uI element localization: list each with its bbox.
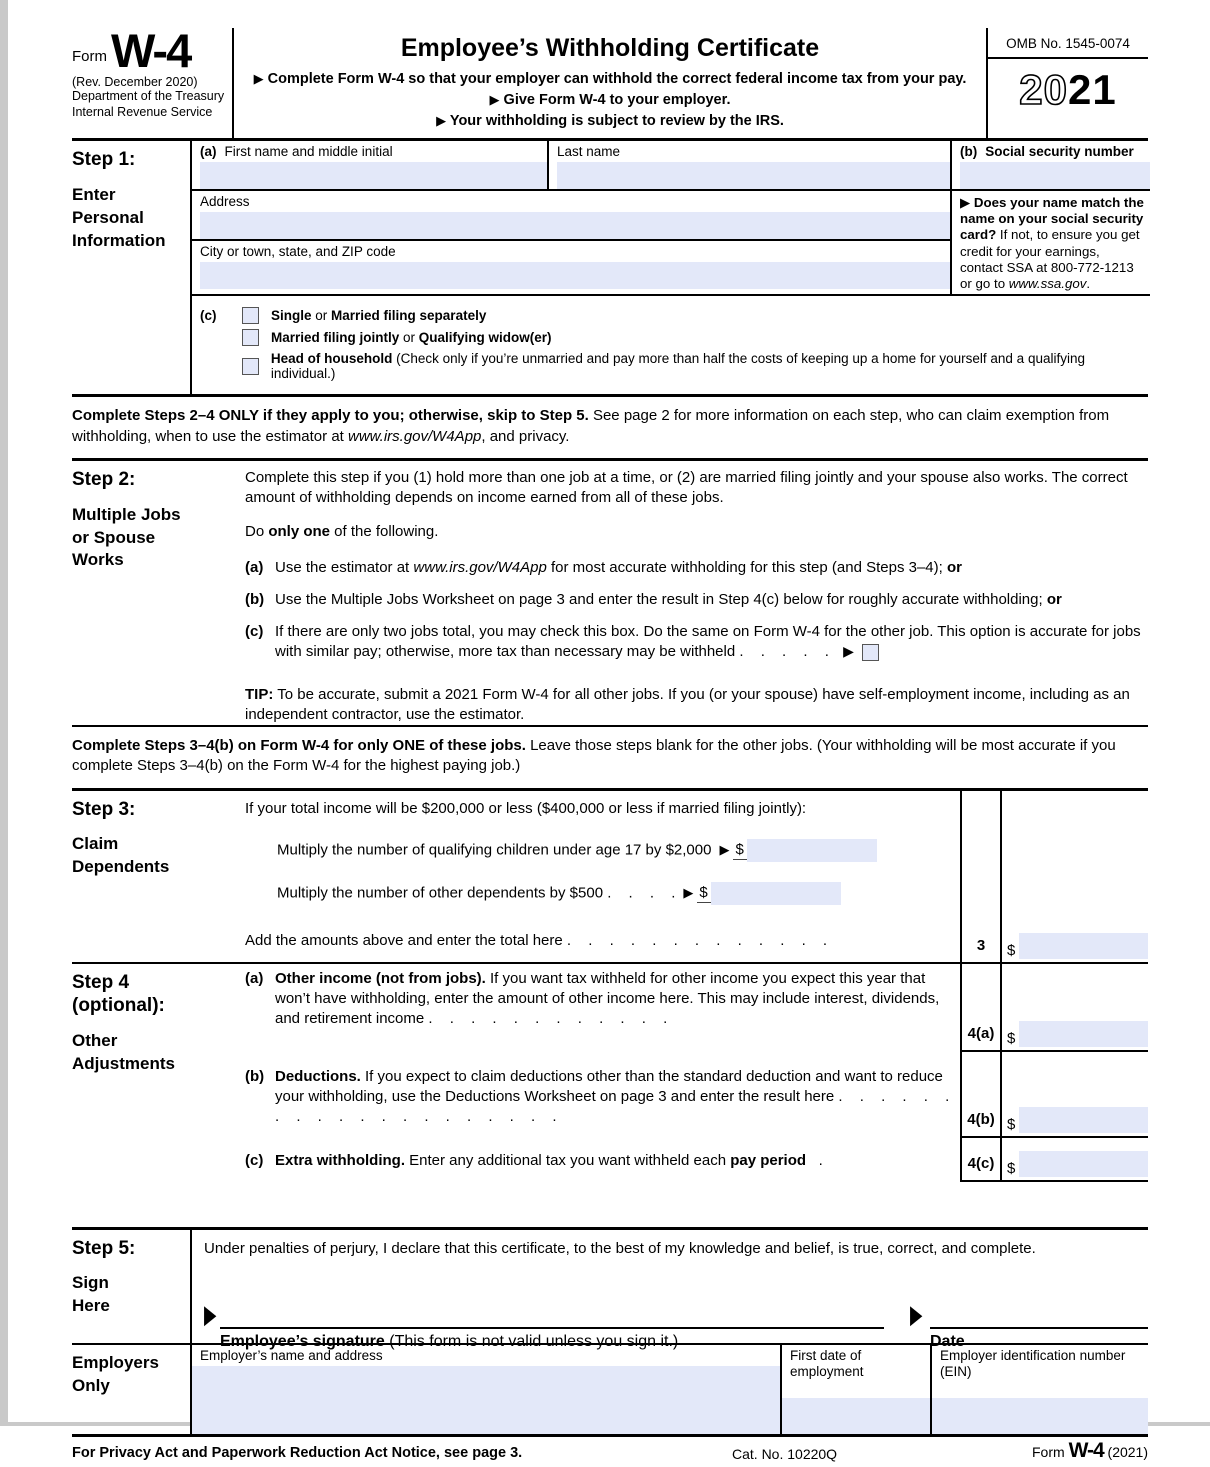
step2-option-c: [245, 622, 1148, 663]
step2-subtitle: Multiple Jobs or Spouse Works: [72, 504, 181, 570]
step5-title: Step 5:: [72, 1237, 136, 1259]
filing-status-row-single: [200, 307, 1150, 324]
option-text: [275, 558, 1148, 578]
dot-leader: . . . .: [607, 884, 676, 902]
step2-paragraph: Complete this step if you (1) hold more than one job at a time, or (2) are married filing jointly and your spouse also works. The correct amount of withholding depends on income earned from all of these jobs.: [245, 468, 1128, 507]
form-title: Employee’s Withholding Certificate: [400, 34, 820, 62]
amount-cell: [1002, 933, 1148, 962]
first-date-input[interactable]: [782, 1398, 930, 1434]
c-tag: (c): [200, 308, 217, 324]
text-bold: or: [946, 558, 962, 576]
qualifying-children-amount-input[interactable]: [747, 839, 877, 862]
arrow-icon: ▶: [253, 71, 264, 86]
head-of-household-label: [271, 351, 1150, 381]
two-jobs-checkbox[interactable]: [862, 644, 879, 661]
step2-label-col: [72, 461, 245, 725]
text-bold: or: [1046, 590, 1062, 608]
deductions-input[interactable]: [1019, 1107, 1148, 1133]
form-footer-id: [1032, 1439, 1148, 1463]
header-instruction-3: [244, 111, 976, 132]
city-label: City or town, state, and ZIP code: [200, 244, 396, 260]
arrow-icon: ▶: [910, 1298, 923, 1329]
step1-section: [72, 141, 1148, 397]
omb-year-block: [988, 28, 1148, 138]
arrow-icon: ▶: [436, 113, 447, 129]
step3-amount-col: [1002, 791, 1148, 962]
option-text: [275, 1067, 960, 1138]
form-number: W-4: [1068, 1438, 1104, 1462]
dollar-sign: $: [1007, 1115, 1016, 1133]
instruction-bold: Complete Steps 2–4 ONLY if they apply to you; otherwise, skip to Step 5.: [72, 407, 589, 425]
money-field: [697, 884, 840, 903]
step4a-amount-row: [960, 964, 1148, 1052]
tax-year: [988, 67, 1148, 113]
step2-do-only-one: [245, 522, 1148, 542]
spacer: [72, 1182, 1148, 1227]
extra-withholding-input[interactable]: [1019, 1151, 1148, 1177]
steps34-instruction: [72, 727, 1148, 791]
ssn-cell: [950, 141, 1150, 189]
text: Multiply the number of other dependents by $500: [277, 884, 604, 902]
step4b-row: [245, 1052, 960, 1138]
tip-text: To be accurate, submit a 2021 Form W-4 for all other jobs. If you (or your spouse) have self-employment income, including as an independent contractor, use the estimator.: [245, 685, 1130, 723]
text: for most accurate withholding for this step (and Steps 3–4);: [546, 558, 947, 576]
label-tag: (a): [200, 144, 217, 160]
step2-option-a: [245, 558, 1148, 578]
revision-date: (Rev. December 2020): [72, 75, 198, 90]
dot-leader: . . . . . . . . . . . . . . . . . . . .: [275, 1087, 950, 1126]
married-jointly-checkbox[interactable]: [242, 329, 259, 346]
amount-cell: [1002, 1052, 1148, 1136]
ein-label: Employer identification number (EIN): [940, 1347, 1126, 1380]
address-input[interactable]: [200, 212, 950, 239]
step3-children-row: [245, 839, 960, 862]
department-line2: Internal Revenue Service: [72, 104, 213, 119]
text-bold: Deductions.: [275, 1067, 361, 1085]
filing-status-row-married: [200, 329, 1150, 346]
step3-section: [72, 791, 1148, 964]
form-header: [72, 24, 1148, 141]
ein-cell: [930, 1345, 1148, 1434]
employer-name-label: Employer’s name and address: [200, 1347, 383, 1363]
step4b-line-number: 4(b): [960, 1052, 1002, 1136]
text: Use the Multiple Jobs Worksheet on page 3 and enter the result in Step 4(c) below for roughly accurate withholding;: [275, 590, 1047, 608]
signature-label-bold: Employee’s signature: [220, 1332, 385, 1350]
address-cell: [192, 191, 950, 241]
label-bold: Married filing jointly: [271, 330, 400, 346]
step2-section: [72, 461, 1148, 727]
step3-intro: If your total income will be $200,000 or less ($400,000 or less if married filing jointly):: [245, 799, 807, 817]
tip-bold: TIP:: [245, 685, 274, 703]
text: Enter any additional tax you want withheld each: [405, 1151, 731, 1169]
last-name-input[interactable]: [557, 162, 950, 189]
step4a-row: [245, 964, 960, 1052]
option-text: [275, 590, 1148, 610]
step4-label-col: [72, 964, 245, 1182]
label-mid: or: [399, 330, 419, 346]
filing-status-area: [192, 296, 1150, 394]
header-instruction-1: [244, 69, 976, 90]
option-text: [275, 1151, 960, 1182]
step3-title: Step 3:: [72, 798, 136, 820]
instruction-rest: Leave those steps blank for the other jobs. (Your withholding will be most accurate if you complete Steps 3–4(b) on the Form W-4 for the highest paying job.): [72, 737, 1116, 775]
step5-section: [72, 1227, 1148, 1350]
step4b-amount-row: [960, 1052, 1148, 1138]
dot-leader: . . . . . . . . . . . . .: [566, 931, 828, 949]
dollar-sign: $: [735, 841, 744, 859]
text-bold: only one: [268, 523, 331, 541]
perjury-statement: Under penalties of perjury, I declare that this certificate, to the best of my knowledge and belief, is true, correct, and complete.: [204, 1239, 1036, 1257]
ssn-input[interactable]: [960, 162, 1150, 189]
text: Add the amounts above and enter the total here: [245, 931, 563, 949]
step3-content: [245, 791, 960, 962]
text: If there are only two jobs total, you may check this box. Do the same on Form W-4 for the other job. This option is accurate for jobs with similar pay; otherwise, more tax than necessary may be withheld: [275, 623, 1141, 661]
other-dependents-amount-input[interactable]: [711, 882, 841, 905]
date-label: Date: [930, 1332, 965, 1350]
omb-number: OMB No. 1545-0074: [988, 28, 1148, 59]
amount-cell: [1002, 1138, 1148, 1180]
head-of-household-checkbox[interactable]: [242, 358, 259, 375]
header-instruction-2: [244, 90, 976, 111]
employers-only-label: Employers Only: [72, 1352, 159, 1395]
step4-content: [245, 964, 960, 1182]
last-name-label: Last name: [557, 144, 621, 160]
amount-cell: [1002, 964, 1148, 1050]
address-city-block: [192, 191, 950, 294]
step4-section: [72, 964, 1148, 1182]
instruction-rest: See page 2 for more information on each step, who can claim exemption from withholding, when to use the estimator at: [72, 407, 1110, 445]
year-outline: 20: [1019, 66, 1068, 113]
last-name-cell: [547, 141, 950, 189]
page-left-edge: [0, 0, 8, 1426]
label-rest: (Check only if you’re unmarried and pay more than half the costs of keeping up a home for yourself and a qualifying individual.): [270, 351, 1085, 382]
text-bold: Other income (not from jobs).: [275, 969, 486, 987]
dot-leader: . . . . . . . . . . . .: [428, 1010, 668, 1028]
option-text: [275, 969, 960, 1052]
text: If you expect to claim deductions other than the standard deduction and want to reduce your withholding, use the Deductions Worksheet on page 3 and enter the result here: [275, 1067, 943, 1105]
catalog-number: Cat. No. 10220Q: [732, 1445, 838, 1462]
label-tag: (b): [960, 144, 978, 160]
ssn-label: [960, 143, 1150, 162]
estimator-url: www.irs.gov/W4App: [413, 558, 547, 576]
option-tag: (b): [245, 1067, 265, 1085]
step3-line-number: 3: [960, 791, 1002, 962]
form-word: Form: [1032, 1443, 1065, 1460]
step2-option-b: [245, 590, 1148, 610]
step2-tip: [245, 685, 1148, 726]
text-bold: Extra withholding.: [275, 1151, 405, 1169]
step4c-row: [245, 1138, 960, 1182]
option-text: [275, 622, 1148, 663]
label-mid: or: [311, 308, 332, 324]
instruction-text: Give Form W-4 to your employer.: [503, 92, 731, 109]
ein-input[interactable]: [932, 1398, 1148, 1434]
city-input[interactable]: [200, 262, 950, 289]
step4-subtitle: Other Adjustments: [72, 1031, 175, 1074]
step4-right-cols: [960, 964, 1148, 1182]
employer-name-input[interactable]: [192, 1366, 780, 1434]
label-text: First name and middle initial: [224, 144, 393, 160]
first-name-label: [200, 143, 547, 162]
signature-label-rest: (This form is not valid unless you sign it.): [384, 1332, 679, 1350]
city-cell: [192, 241, 950, 289]
label-bold: Married filing separately: [331, 308, 487, 324]
year-bold: 21: [1068, 66, 1117, 113]
first-date-label: First date of employment: [790, 1347, 864, 1380]
option-tag: (b): [245, 590, 265, 608]
text: Use the estimator at: [275, 558, 414, 576]
text: of the following.: [330, 523, 439, 541]
step3-total-input[interactable]: [1019, 933, 1148, 959]
step3-dependents-row: [245, 882, 960, 905]
ssn-match-note: [950, 191, 1150, 294]
arrow-icon: ▶: [204, 1298, 217, 1329]
step3-label-col: [72, 791, 245, 962]
dollar-sign: $: [1007, 941, 1016, 959]
text: If you want tax withheld for other income you expect this year that won’t have withholding, enter the amount of other income here. This may include interest, dividends, and retirement income: [275, 969, 940, 1028]
step2-content: [245, 461, 1148, 725]
step5-label-col: [72, 1230, 190, 1343]
step1-subtitle: Enter Personal Information: [72, 184, 166, 250]
employers-fields: [190, 1345, 1148, 1434]
arrow-icon: ▶: [683, 885, 694, 901]
text-bold: pay period: [730, 1151, 807, 1169]
dot-leader: .: [818, 1151, 823, 1169]
text: Multiply the number of qualifying children under age 17 by $2,000: [277, 841, 712, 859]
step4-title: Step 4: [72, 971, 130, 993]
step1-fields: [190, 141, 1150, 394]
step1-title: Step 1:: [72, 149, 136, 171]
money-field: [733, 841, 876, 860]
instruction-text: Complete Form W-4 so that your employer can withhold the correct federal income tax from your pay.: [267, 71, 967, 87]
step2-title: Step 2:: [72, 468, 136, 490]
label-bold: Qualifying widow(er): [418, 330, 552, 346]
step4-title2: (optional):: [72, 995, 165, 1017]
employers-label-col: [72, 1345, 190, 1434]
first-name-input[interactable]: [200, 162, 547, 189]
form-title-block: [232, 28, 988, 138]
step3-subtitle: Claim Dependents: [72, 834, 170, 877]
step1-label-col: [72, 141, 190, 394]
single-checkbox[interactable]: [242, 307, 259, 324]
married-jointly-label: [271, 330, 552, 345]
arrow-icon: ▶: [489, 92, 500, 108]
employer-name-cell: [192, 1345, 780, 1434]
option-tag: (a): [245, 969, 264, 987]
w4-form: [72, 24, 1148, 1467]
arrow-icon: ▶: [843, 643, 854, 660]
department-line1: Department of the Treasury: [72, 89, 225, 104]
dollar-sign: $: [1007, 1159, 1016, 1177]
instruction-text: Your withholding is subject to review by the IRS.: [449, 113, 784, 130]
step4c-line-number: 4(c): [960, 1138, 1002, 1180]
step4a-line-number: 4(a): [960, 964, 1002, 1050]
employers-section: [72, 1345, 1148, 1437]
other-income-input[interactable]: [1019, 1021, 1148, 1047]
steps24-instruction: [72, 397, 1148, 461]
text: Do: [245, 523, 269, 541]
privacy-notice: For Privacy Act and Paperwork Reduction Act Notice, see page 3.: [72, 1444, 523, 1461]
instruction-end: , and privacy.: [481, 427, 570, 445]
form-id-block: [72, 24, 232, 138]
option-tag: (a): [245, 558, 264, 576]
ssa-url: www.ssa.gov: [1008, 276, 1087, 292]
step5-subtitle: Sign Here: [72, 1273, 110, 1316]
label-text: Social security number: [985, 144, 1134, 160]
note-text: If not, to ensure you get credit for your earnings, contact SSA at 800-772-1213 or go to: [960, 227, 1140, 292]
dot-leader: . . . . .: [739, 643, 829, 661]
dollar-sign: $: [1007, 1029, 1016, 1047]
filing-status-row-hoh: [200, 351, 1150, 381]
dollar-sign: $: [699, 884, 708, 902]
note-bold: ▶ Does your name match the name on your social security card?: [960, 195, 1144, 243]
step4c-amount-row: [960, 1138, 1148, 1182]
first-date-cell: [780, 1345, 930, 1434]
option-tag: (c): [245, 623, 264, 641]
instruction-bold: Complete Steps 3–4(b) on Form W-4 for only ONE of these jobs.: [72, 737, 526, 755]
single-label: [271, 308, 486, 323]
form-number: W-4: [111, 24, 191, 77]
form-word: Form: [72, 48, 107, 66]
arrow-icon: ▶: [719, 842, 730, 858]
label-bold: Head of household: [270, 351, 393, 367]
step5-content: [190, 1230, 1148, 1350]
form-footer: [72, 1437, 1148, 1467]
form-year: (2021): [1107, 1443, 1148, 1460]
step3-total-row: [245, 931, 960, 951]
estimator-url: www.irs.gov/W4App: [348, 427, 482, 445]
address-label: Address: [200, 194, 250, 210]
first-name-cell: [192, 141, 547, 189]
label-bold: Single: [271, 308, 312, 324]
option-tag: (c): [245, 1151, 264, 1169]
note-end: .: [1086, 276, 1091, 292]
